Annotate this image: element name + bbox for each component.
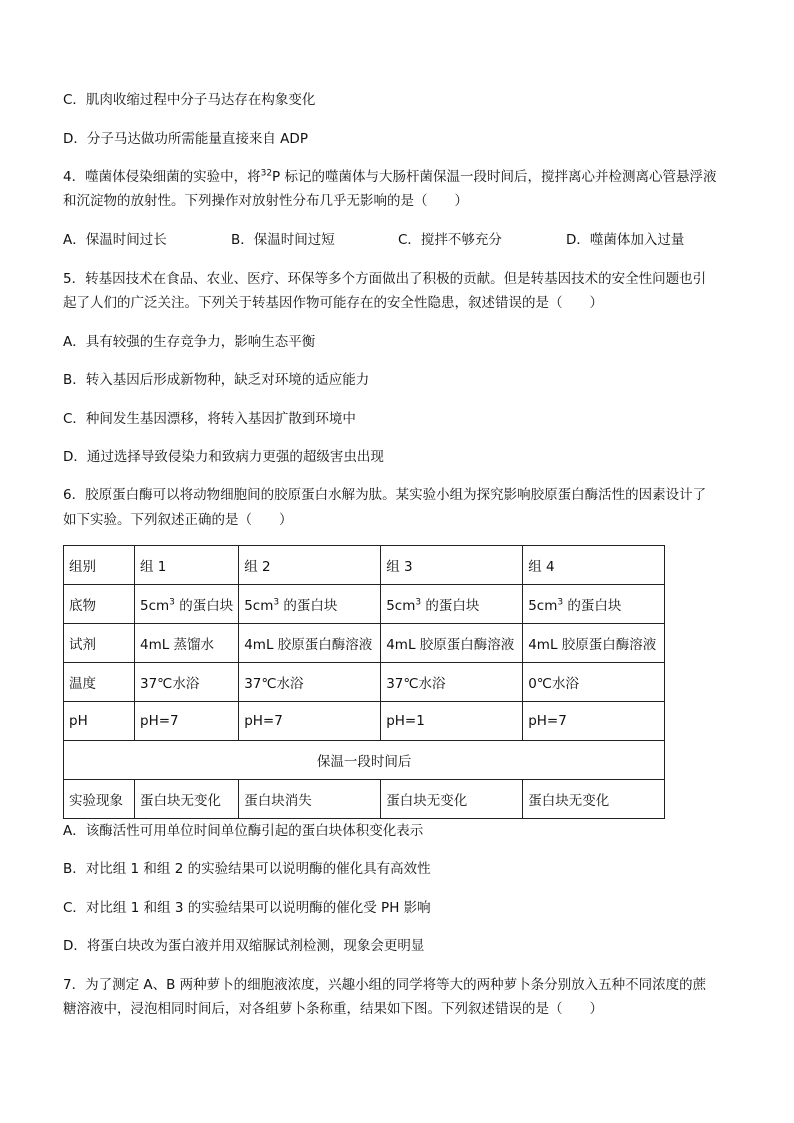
table-row-temperature xyxy=(64,663,665,702)
table-cell: pH xyxy=(64,702,135,741)
q5-stem-line-1: 5．转基因技术在食品、农业、医疗、环保等多个方面做出了积极的贡献。但是转基因技术的安全性问题也引 xyxy=(63,271,707,287)
table-row-header xyxy=(64,546,665,585)
table-cell: 蛋白块无变化 xyxy=(523,780,665,819)
q4-stem-line-2: 和沉淀物的放射性。下列操作对放射性分布几乎无影响的是（ ） xyxy=(63,193,468,209)
table-row-result xyxy=(64,780,665,819)
table-cell: 组 1 xyxy=(135,546,239,585)
q4-option-d: D．噬菌体加入过量 xyxy=(566,232,685,248)
table-cell: pH=7 xyxy=(523,702,665,741)
table-cell: 37℃水浴 xyxy=(381,663,523,702)
table-cell: 温度 xyxy=(64,663,135,702)
q4-stem-line-1 xyxy=(63,168,716,186)
table-cell: 组 4 xyxy=(523,546,665,585)
table-cell: 组别 xyxy=(64,546,135,585)
q7-stem-line-1: 7．为了测定 A、B 两种萝卜的细胞液浓度，兴趣小组的同学将等大的两种萝卜条分别放入五种不同浓度的蔗 xyxy=(63,977,707,993)
table-cell: 实验现象 xyxy=(64,780,135,819)
table-cell: 组 2 xyxy=(239,546,381,585)
q7-stem-line-2: 糖溶液中，浸泡相同时间后，对各组萝卜条称重，结果如下图。下列叙述错误的是（ ） xyxy=(63,1001,603,1017)
table-row-substrate xyxy=(64,585,665,624)
table-row-ph xyxy=(64,702,665,741)
q6-option-c: C．对比组 1 和组 3 的实验结果可以说明酶的催化受 PH 影响 xyxy=(63,900,431,916)
table-cell: $5cm^3$ 的蛋白块 xyxy=(135,585,239,624)
table-cell: $5cm^3$ 的蛋白块 xyxy=(523,585,665,624)
table-cell: 37℃水浴 xyxy=(239,663,381,702)
experiment-table xyxy=(63,545,665,819)
q4-option-a: A．保温时间过长 xyxy=(63,232,167,248)
q3-option-c: C．肌肉收缩过程中分子马达存在构象变化 xyxy=(63,92,316,108)
table-cell: 蛋白块无变化 xyxy=(381,780,523,819)
q6-stem-line-1: 6．胶原蛋白酶可以将动物细胞间的胶原蛋白水解为肽。某实验小组为探究影响胶原蛋白酶活性的因素设计了 xyxy=(63,487,707,503)
q6-option-d: D．将蛋白块改为蛋白液并用双缩脲试剂检测，现象会更明显 xyxy=(63,938,425,954)
q4-option-b: B．保温时间过短 xyxy=(231,232,335,248)
q6-option-a: A．该酶活性可用单位时间单位酶引起的蛋白块体积变化表示 xyxy=(63,823,424,839)
table-cell: 37℃水浴 xyxy=(135,663,239,702)
table-cell: pH=1 xyxy=(381,702,523,741)
table-cell: 4mL 胶原蛋白酶溶液 xyxy=(239,624,381,663)
table-row-reagent xyxy=(64,624,665,663)
table-cell-merged: 保温一段时间后 xyxy=(64,741,665,780)
q4-stem-line-1-b: P 标记的噬菌体与大肠杆菌保温一段时间后，搅拌离心并检测离心管悬浮液 xyxy=(272,169,717,185)
q4-stem-line-1-a: 4．噬菌体侵染细菌的实验中，将 xyxy=(63,169,261,185)
table-cell: 0℃水浴 xyxy=(523,663,665,702)
table-cell: 蛋白块无变化 xyxy=(135,780,239,819)
q5-option-d: D．通过选择导致侵染力和致病力更强的超级害虫出现 xyxy=(63,449,384,465)
table-cell: 试剂 xyxy=(64,624,135,663)
table-cell: 4mL 蒸馏水 xyxy=(135,624,239,663)
q5-option-c: C．种间发生基因漂移，将转入基因扩散到环境中 xyxy=(63,411,356,427)
table-cell: pH=7 xyxy=(239,702,381,741)
table-cell: $5cm^3$ 的蛋白块 xyxy=(381,585,523,624)
q6-option-b: B．对比组 1 和组 2 的实验结果可以说明酶的催化具有高效性 xyxy=(63,861,431,877)
table-cell: 组 3 xyxy=(381,546,523,585)
table-cell: pH=7 xyxy=(135,702,239,741)
table-cell: 底物 xyxy=(64,585,135,624)
table-cell: 蛋白块消失 xyxy=(239,780,381,819)
q4-isotope-superscript: 32 xyxy=(260,168,273,179)
q4-option-c: C．搅拌不够充分 xyxy=(398,232,502,248)
table-cell: $5cm^3$ 的蛋白块 xyxy=(239,585,381,624)
table-row-incubation xyxy=(64,741,665,780)
table-cell: 4mL 胶原蛋白酶溶液 xyxy=(523,624,665,663)
q6-stem-line-2: 如下实验。下列叙述正确的是（ ） xyxy=(63,512,293,528)
q3-option-d: D．分子马达做功所需能量直接来自 ADP xyxy=(63,131,308,147)
q5-option-a: A．具有较强的生存竞争力，影响生态平衡 xyxy=(63,334,316,350)
q5-stem-line-2: 起了人们的广泛关注。下列关于转基因作物可能存在的安全性隐患，叙述错误的是（ ） xyxy=(63,295,603,311)
q5-option-b: B．转入基因后形成新物种，缺乏对环境的适应能力 xyxy=(63,372,370,388)
table-cell: 4mL 胶原蛋白酶溶液 xyxy=(381,624,523,663)
